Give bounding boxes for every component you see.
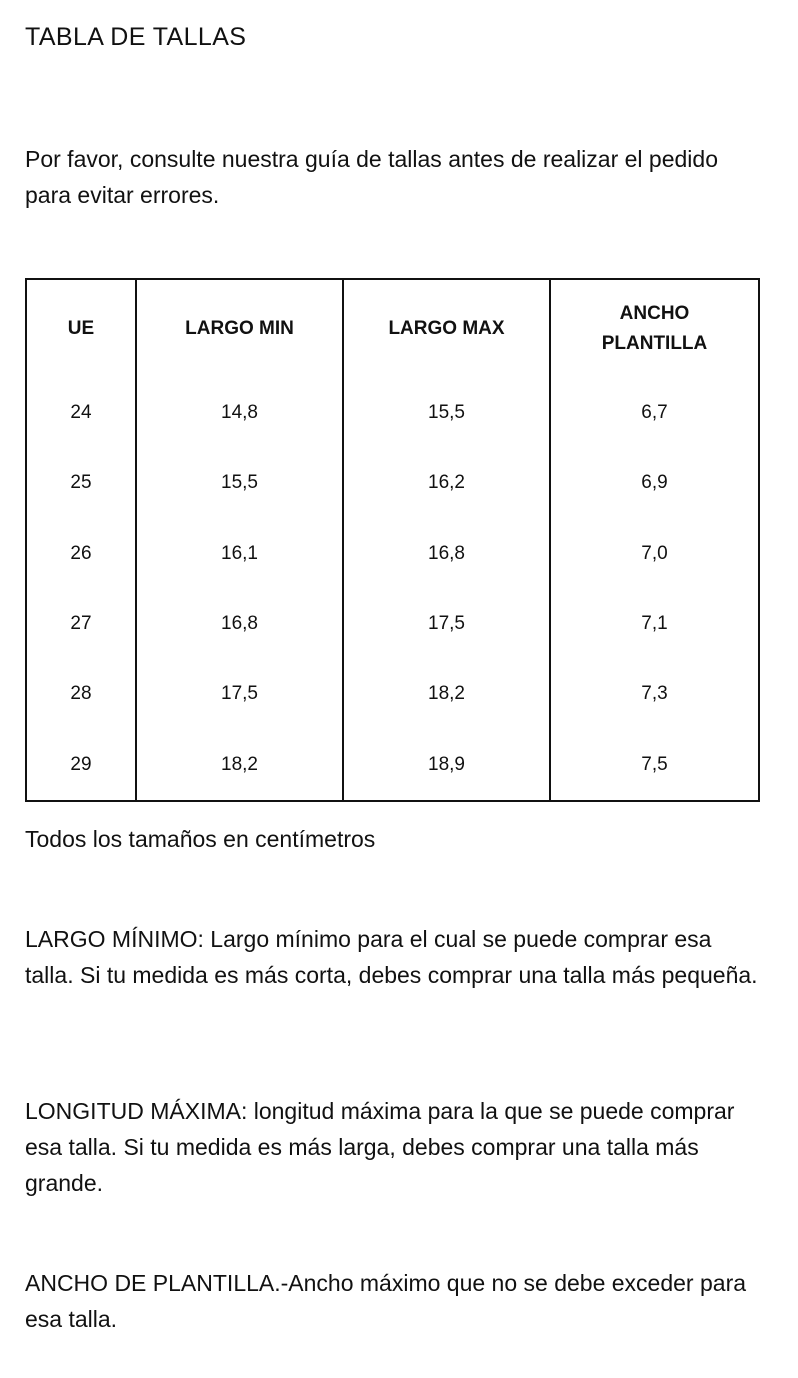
size-table	[25, 278, 760, 802]
cell-largo-max: 16,8	[343, 519, 550, 589]
intro-text: Por favor, consulte nuestra guía de tallas antes de realizar el pedido para evitar errores.	[25, 146, 718, 208]
definition-ancho-plantilla: ANCHO DE PLANTILLA.-Ancho máximo que no se debe exceder para esa talla.	[25, 1270, 747, 1332]
cell-ue: 26	[26, 519, 136, 589]
cell-ancho: 7,5	[550, 730, 759, 801]
table-row	[26, 519, 759, 589]
cell-largo-min: 16,1	[136, 519, 343, 589]
cell-largo-max: 16,2	[343, 448, 550, 518]
header-largo-max: LARGO MAX	[343, 279, 550, 378]
definition-largo-minimo: LARGO MÍNIMO: Largo mínimo para el cual se puede comprar esa talla. Si tu medida es más corta, debes comprar una talla más pequeña.	[25, 926, 758, 988]
page-title: TABLA DE TALLAS	[25, 23, 247, 51]
cell-ancho: 7,1	[550, 589, 759, 659]
table-row	[26, 730, 759, 801]
cell-ancho: 7,3	[550, 659, 759, 729]
cell-ue: 29	[26, 730, 136, 801]
cell-largo-min: 18,2	[136, 730, 343, 801]
table-row	[26, 378, 759, 448]
cell-largo-min: 15,5	[136, 448, 343, 518]
definition-longitud-maxima: LONGITUD MÁXIMA: longitud máxima para la que se puede comprar esa talla. Si tu medida es más larga, debes comprar una talla más grande.	[25, 1098, 735, 1196]
cell-largo-min: 16,8	[136, 589, 343, 659]
cell-ancho: 6,9	[550, 448, 759, 518]
units-note: Todos los tamaños en centímetros	[25, 826, 376, 852]
header-ancho-plantilla	[550, 279, 759, 378]
cell-largo-max: 17,5	[343, 589, 550, 659]
table-row	[26, 448, 759, 518]
header-largo-min: LARGO MIN	[136, 279, 343, 378]
cell-largo-max: 18,9	[343, 730, 550, 801]
header-ue: UE	[26, 279, 136, 378]
table-row	[26, 589, 759, 659]
cell-largo-max: 18,2	[343, 659, 550, 729]
cell-largo-max: 15,5	[343, 378, 550, 448]
header-ancho-line1: ANCHO	[619, 303, 690, 324]
header-ancho-line2: PLANTILLA	[601, 333, 708, 354]
cell-ancho: 6,7	[550, 378, 759, 448]
table-row	[26, 659, 759, 729]
cell-ancho: 7,0	[550, 519, 759, 589]
cell-ue: 25	[26, 448, 136, 518]
cell-largo-min: 17,5	[136, 659, 343, 729]
cell-ue: 28	[26, 659, 136, 729]
cell-largo-min: 14,8	[136, 378, 343, 448]
cell-ue: 24	[26, 378, 136, 448]
cell-ue: 27	[26, 589, 136, 659]
table-header-row	[26, 279, 759, 378]
